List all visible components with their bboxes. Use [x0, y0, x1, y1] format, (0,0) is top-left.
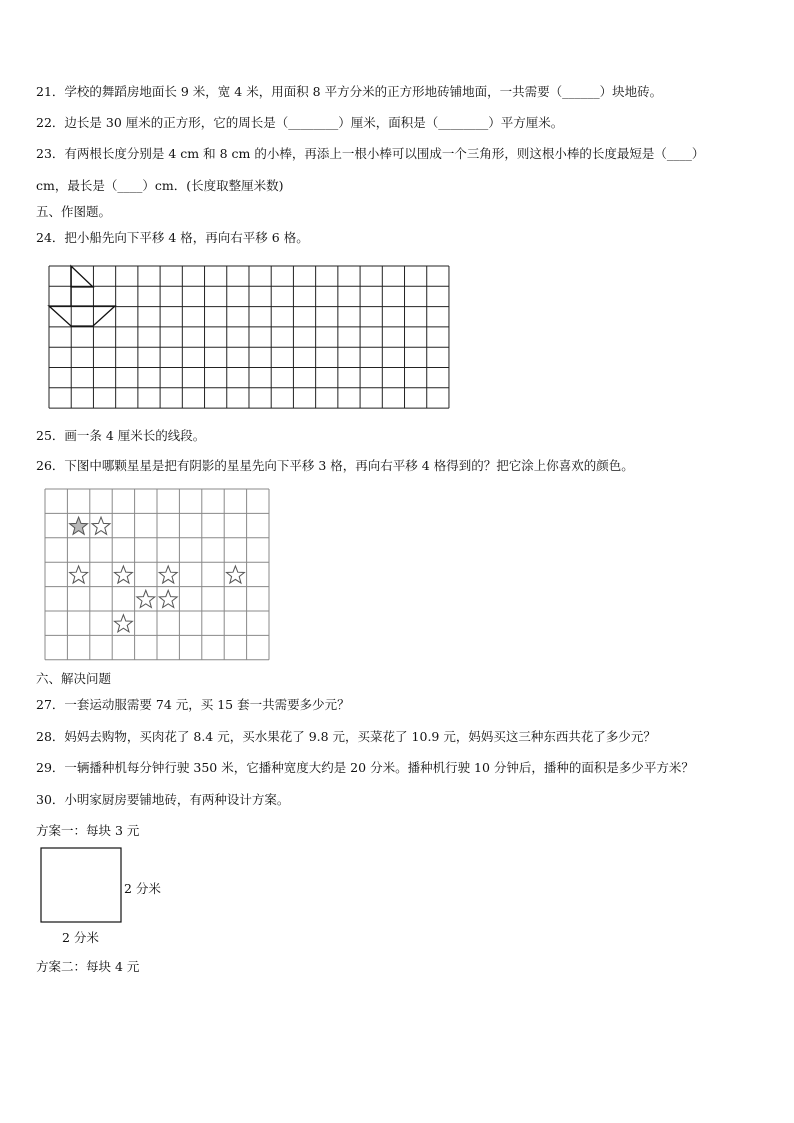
question-22: 22．边长是 30 厘米的正方形，它的周长是（________）厘米，面积是（________）平方厘米。 — [36, 115, 564, 130]
question-26: 26．下图中哪颗星星是把有阴影的星星先向下平移 3 格，再向右平移 4 格得到的？把它涂上你喜欢的颜色。 — [36, 458, 634, 473]
tile-square — [41, 848, 121, 922]
question-21: 21．学校的舞蹈房地面长 9 米，宽 4 米，用面积 8 平方分米的正方形地砖铺地面，一共需要（______）块地砖。 — [36, 84, 663, 99]
question-23-line1: 23．有两根长度分别是 4 cm 和 8 cm 的小棒，再添上一根小棒可以围成一个三角形，则这根小棒的长度最短是（____） — [36, 146, 705, 161]
plan-2-label: 方案二：每块 4 元 — [36, 959, 140, 974]
section-6-heading: 六、解决问题 — [36, 671, 112, 686]
question-28: 28．妈妈去购物，买肉花了 8.4 元，买水果花了 9.8 元，买菜花了 10.9 元，妈妈买这三种东西共花了多少元？ — [36, 729, 656, 744]
question-30: 30．小明家厨房要铺地砖，有两种设计方案。 — [36, 792, 290, 807]
tile-side-label: 2 分米 — [124, 881, 161, 896]
question-27: 27．一套运动服需要 74 元，买 15 套一共需要多少元？ — [36, 697, 350, 712]
tile-bottom-label: 2 分米 — [62, 930, 99, 945]
question-24: 24．把小船先向下平移 4 格，再向右平移 6 格。 — [36, 230, 309, 245]
question-23-line2: cm，最长是（____）cm．(长度取整厘米数) — [36, 178, 284, 193]
plan-1-label: 方案一：每块 3 元 — [36, 823, 140, 838]
question-29: 29．一辆播种机每分钟行驶 350 米，它播种宽度大约是 20 分米。播种机行驶 10 分钟后，播种的面积是多少平方米？ — [36, 760, 694, 775]
question-25: 25．画一条 4 厘米长的线段。 — [36, 428, 206, 443]
section-5-heading: 五、作图题。 — [36, 204, 112, 219]
